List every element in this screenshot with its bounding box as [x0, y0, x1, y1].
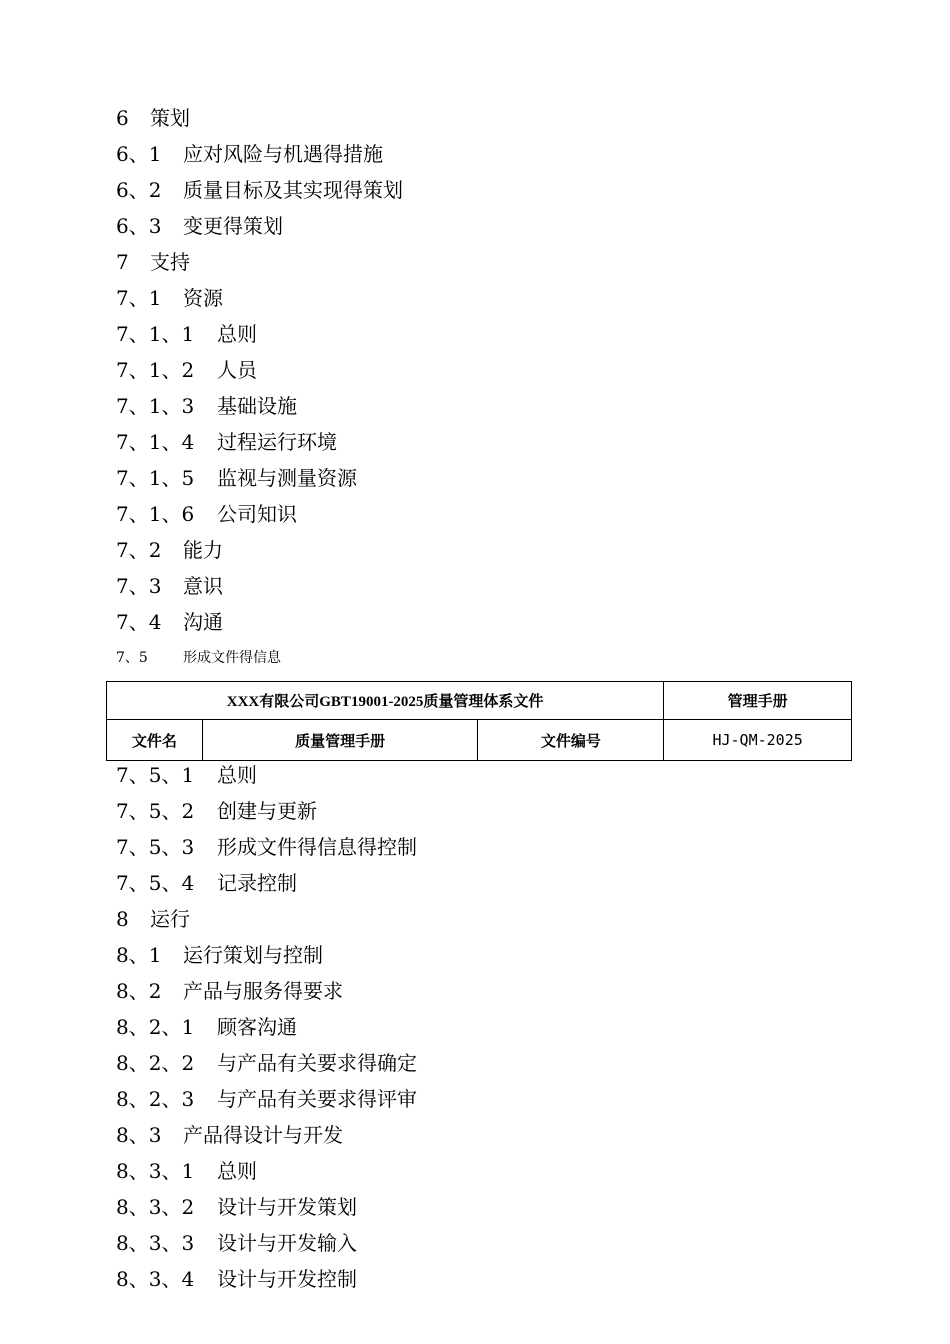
toc-entry — [116, 460, 403, 496]
toc-entry-title: 产品与服务得要求 — [183, 979, 343, 1003]
toc-entry-title: 设计与开发策划 — [217, 1195, 357, 1219]
toc-list-top — [116, 100, 403, 640]
toc-entry-number: 7、1、4 — [116, 430, 195, 454]
toc-entry-number: 7、5、4 — [116, 871, 195, 895]
toc-entry — [116, 865, 417, 901]
toc-entry-title: 意识 — [183, 574, 223, 598]
toc-entry-title: 总则 — [217, 1159, 257, 1183]
toc-entry — [116, 937, 417, 973]
toc-entry-number: 6、3 — [116, 214, 162, 238]
toc-entry-title: 策划 — [150, 106, 190, 130]
toc-entry-number: 7、1、5 — [116, 466, 195, 490]
toc-entry — [116, 280, 403, 316]
toc-entry — [116, 136, 403, 172]
toc-entry-title: 支持 — [150, 250, 190, 274]
toc-entry — [116, 208, 403, 244]
toc-entry — [116, 757, 417, 793]
toc-entry-title: 公司知识 — [217, 502, 297, 526]
toc-entry-number: 6、1 — [116, 142, 162, 166]
manual-label-cell: 管理手册 — [664, 682, 852, 720]
toc-entry — [116, 829, 417, 865]
toc-entry-number: 7 — [116, 250, 129, 274]
system-title-cell: XXX有限公司GBT19001-2025质量管理体系文件 — [107, 682, 664, 720]
toc-entry-number: 7、1、1 — [116, 322, 195, 346]
toc-entry — [116, 1153, 417, 1189]
toc-entry — [116, 1225, 417, 1261]
toc-entry-number: 8、3、4 — [116, 1267, 195, 1291]
toc-entry-number: 7、1、2 — [116, 358, 195, 382]
toc-entry-number: 7、5 — [116, 650, 148, 666]
toc-entry-title: 与产品有关要求得确定 — [217, 1051, 417, 1075]
toc-entry-number: 8、3、3 — [116, 1231, 195, 1255]
file-name-label-cell: 文件名 — [107, 720, 203, 761]
toc-entry-number: 8、2、2 — [116, 1051, 195, 1075]
file-name-value-cell: 质量管理手册 — [202, 720, 478, 761]
toc-entry — [116, 532, 403, 568]
toc-entry — [116, 793, 417, 829]
toc-entry-number: 8、1 — [116, 943, 162, 967]
toc-entry — [116, 1189, 417, 1225]
toc-entry-number: 7、1、6 — [116, 502, 195, 526]
toc-entry-title: 监视与测量资源 — [217, 466, 357, 490]
toc-entry-number: 7、5、3 — [116, 835, 195, 859]
toc-entry-title: 资源 — [183, 286, 223, 310]
toc-entry-title: 变更得策划 — [183, 214, 283, 238]
toc-entry-title: 运行 — [150, 907, 190, 931]
toc-entry-number: 7、5、1 — [116, 763, 195, 787]
toc-entry-number: 7、2 — [116, 538, 162, 562]
toc-entry-title: 过程运行环境 — [217, 430, 337, 454]
toc-entry — [116, 901, 417, 937]
toc-entry-number: 7、4 — [116, 610, 162, 634]
toc-entry-number: 7、1 — [116, 286, 162, 310]
toc-entry — [116, 496, 403, 532]
toc-entry-title: 创建与更新 — [217, 799, 317, 823]
toc-entry-number: 7、3 — [116, 574, 162, 598]
document-header-table — [106, 681, 852, 761]
toc-entry-title: 设计与开发输入 — [217, 1231, 357, 1255]
toc-entry — [116, 1009, 417, 1045]
toc-entry-title: 与产品有关要求得评审 — [217, 1087, 417, 1111]
toc-entry-title: 形成文件得信息得控制 — [217, 835, 417, 859]
toc-entry — [116, 352, 403, 388]
toc-entry-title: 基础设施 — [217, 394, 297, 418]
toc-entry-title: 记录控制 — [217, 871, 297, 895]
toc-entry-title: 应对风险与机遇得措施 — [183, 142, 383, 166]
toc-entry — [116, 244, 403, 280]
toc-entry — [116, 100, 403, 136]
toc-entry-number: 8、3 — [116, 1123, 162, 1147]
toc-entry — [116, 973, 417, 1009]
toc-entry — [116, 172, 403, 208]
toc-entry-number: 8、2 — [116, 979, 162, 1003]
toc-entry — [116, 1045, 417, 1081]
toc-entry-title: 形成文件得信息 — [183, 650, 281, 666]
toc-entry — [116, 388, 403, 424]
toc-entry-title: 产品得设计与开发 — [183, 1123, 343, 1147]
file-number-label-cell: 文件编号 — [478, 720, 664, 761]
toc-entry-title: 总则 — [217, 763, 257, 787]
toc-entry-title: 质量目标及其实现得策划 — [183, 178, 403, 202]
toc-entry-number: 8、2、1 — [116, 1015, 195, 1039]
toc-entry-title: 运行策划与控制 — [183, 943, 323, 967]
toc-entry-number: 8、3、1 — [116, 1159, 195, 1183]
toc-entry — [116, 568, 403, 604]
toc-entry — [116, 1117, 417, 1153]
toc-entry-number: 6、2 — [116, 178, 162, 202]
toc-entry-number: 8 — [116, 907, 129, 931]
toc-entry-title: 人员 — [217, 358, 257, 382]
toc-entry-number: 7、5、2 — [116, 799, 195, 823]
toc-list-bottom — [116, 757, 417, 1297]
toc-entry-number: 8、2、3 — [116, 1087, 195, 1111]
toc-entry-title: 沟通 — [183, 610, 223, 634]
toc-entry-number: 6 — [116, 106, 129, 130]
toc-entry-title: 顾客沟通 — [217, 1015, 297, 1039]
file-number-value-cell: HJ-QM-2025 — [664, 720, 852, 761]
toc-entry — [116, 1261, 417, 1297]
toc-entry-number: 8、3、2 — [116, 1195, 195, 1219]
toc-entry-title: 能力 — [183, 538, 223, 562]
toc-entry-small — [116, 646, 281, 670]
toc-entry — [116, 316, 403, 352]
toc-entry — [116, 604, 403, 640]
toc-entry-number: 7、1、3 — [116, 394, 195, 418]
toc-entry — [116, 424, 403, 460]
toc-entry — [116, 1081, 417, 1117]
toc-entry-title: 设计与开发控制 — [217, 1267, 357, 1291]
toc-entry-title: 总则 — [217, 322, 257, 346]
